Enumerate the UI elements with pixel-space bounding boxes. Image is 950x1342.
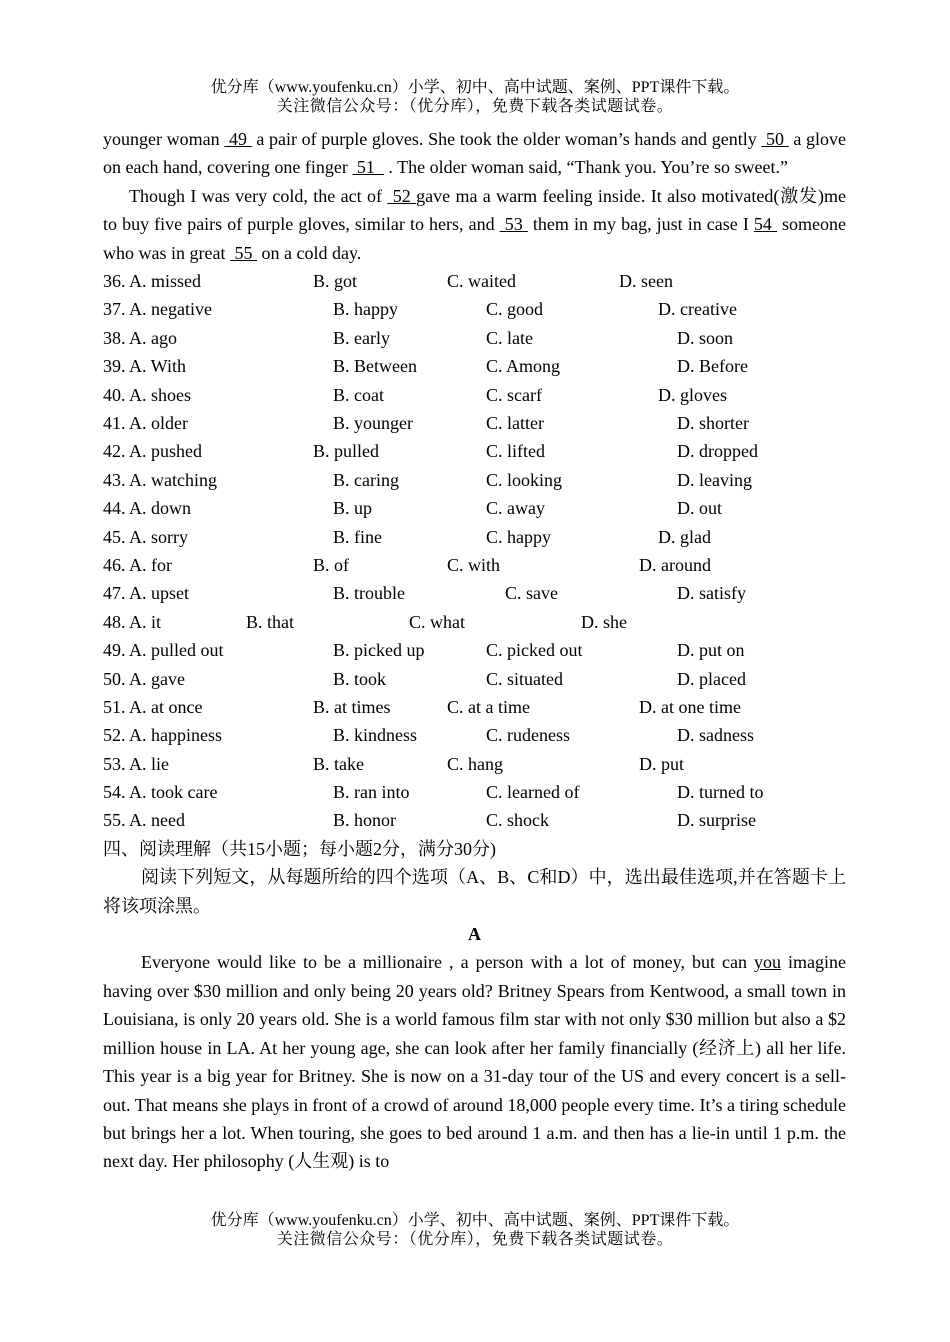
question-row bbox=[103, 494, 846, 522]
option-a: 51. A. at once bbox=[103, 696, 203, 717]
option-d: D. she bbox=[581, 611, 627, 632]
option-b: B. got bbox=[313, 271, 358, 292]
option-c: C. looking bbox=[486, 469, 563, 490]
option-b: B. at times bbox=[313, 696, 391, 717]
option-d: D. soon bbox=[677, 327, 734, 348]
question-row bbox=[103, 608, 846, 636]
option-c: C. hang bbox=[447, 753, 503, 774]
header-line-1: 优分库（www.youfenku.cn）小学、初中、高中试题、案例、PPT课件下载。 bbox=[210, 79, 740, 96]
cloze-text: Though I was very cold, the act of bbox=[129, 185, 388, 206]
question-row bbox=[103, 551, 846, 579]
option-d: D. put bbox=[639, 753, 684, 774]
question-row bbox=[103, 409, 846, 437]
option-c: C. learned of bbox=[486, 782, 580, 803]
option-b: B. pulled bbox=[313, 441, 379, 462]
option-d: D. glad bbox=[658, 526, 711, 547]
option-b: B. early bbox=[333, 327, 390, 348]
option-a: 41. A. older bbox=[103, 412, 188, 433]
option-d: D. leaving bbox=[677, 469, 752, 490]
cloze-text: . The older woman said, “Thank you. You’re so sweet.” bbox=[383, 157, 788, 178]
passage-text: imagine having over $30 million and only being 20 years old? Britney Spears from Kentwood, a small town in Louisiana, is only 20 years old. She is a world famous film star with not only $30 million but also a $2 million house in LA. At her young age, she can look after her family financially (经济上) all her life. This year is a big year for Britney. She is now on a 31-day tour of the US and every concert is a sell-out. That means she plays in front of a crowd of around 18,000 people every time. It’s a tiring schedule but brings her a lot. When touring, she goes to bed around 1 a.m. and then has a lie-in until 1 p.m. the next day. Her philosophy (人生观) is to bbox=[103, 952, 846, 1172]
option-d: D. dropped bbox=[677, 441, 758, 462]
option-a: 46. A. for bbox=[103, 554, 172, 575]
blank-53: 53 bbox=[499, 214, 528, 235]
option-b: B. picked up bbox=[333, 640, 425, 661]
option-c: C. with bbox=[447, 554, 501, 575]
option-d: D. gloves bbox=[658, 384, 727, 405]
option-d: D. around bbox=[639, 554, 711, 575]
blank-54: 54 bbox=[753, 214, 777, 235]
question-row bbox=[103, 295, 846, 323]
passage-title: A bbox=[468, 924, 481, 945]
question-row bbox=[103, 466, 846, 494]
cloze-text: gave ma a warm feeling inside. It also motivated(激发)me to buy five pairs of purple gloves, similar to hers, and bbox=[103, 185, 846, 235]
option-b: B. fine bbox=[333, 526, 382, 547]
option-c: C. shock bbox=[486, 810, 549, 831]
question-row bbox=[103, 665, 846, 693]
option-d: D. creative bbox=[658, 299, 737, 320]
option-c: C. Among bbox=[486, 356, 561, 377]
option-d: D. at one time bbox=[639, 696, 741, 717]
option-c: C. save bbox=[505, 583, 558, 604]
blank-49: 49 bbox=[224, 129, 252, 149]
option-d: D. sadness bbox=[677, 725, 754, 746]
option-d: D. turned to bbox=[677, 782, 764, 803]
passage-a-text bbox=[103, 948, 846, 1175]
blank-52: 52 bbox=[387, 185, 417, 206]
option-a: 44. A. down bbox=[103, 498, 192, 519]
underlined-word: you bbox=[754, 952, 781, 973]
question-row bbox=[103, 636, 846, 664]
blank-51: 51 bbox=[352, 157, 384, 178]
question-row bbox=[103, 579, 846, 607]
cloze-text: younger woman bbox=[103, 129, 225, 149]
option-c: C. picked out bbox=[486, 640, 583, 661]
option-b: B. take bbox=[313, 753, 364, 774]
cloze-paragraph-2 bbox=[103, 182, 846, 267]
option-d: D. shorter bbox=[677, 412, 749, 433]
option-d: D. placed bbox=[677, 668, 746, 689]
option-b: B. happy bbox=[333, 299, 398, 320]
question-row bbox=[103, 352, 846, 380]
question-row bbox=[103, 324, 846, 352]
section-4-instruction: 阅读下列短文，从每题所给的四个选项（A、B、C和D）中，选出最佳选项,并在答题卡上将该项涂黑。 bbox=[103, 867, 846, 916]
option-a: 47. A. upset bbox=[103, 583, 190, 604]
option-d: D. out bbox=[677, 498, 722, 519]
option-d: D. surprise bbox=[677, 810, 756, 831]
question-row bbox=[103, 437, 846, 465]
question-row bbox=[103, 721, 846, 749]
blank-55: 55 bbox=[229, 242, 257, 263]
question-row bbox=[103, 523, 846, 551]
option-b: B. that bbox=[246, 611, 294, 632]
option-b: B. of bbox=[313, 554, 349, 575]
option-c: C. what bbox=[409, 611, 465, 632]
option-b: B. coat bbox=[333, 384, 384, 405]
section-4-heading: 四、阅读理解（共15小题；每小题2分，满分30分) bbox=[103, 838, 496, 859]
option-b: B. trouble bbox=[333, 583, 405, 604]
cloze-text: them in my bag, just in case I bbox=[527, 214, 754, 235]
question-row bbox=[103, 778, 846, 806]
option-c: C. waited bbox=[447, 271, 516, 292]
option-a: 36. A. missed bbox=[103, 271, 202, 292]
option-a: 54. A. took care bbox=[103, 782, 218, 803]
option-a: 52. A. happiness bbox=[103, 725, 222, 746]
header-line-2: 关注微信公众号：（优分库），免费下载各类试题试卷。 bbox=[276, 98, 674, 115]
option-a: 37. A. negative bbox=[103, 299, 212, 320]
blank-50: 50 bbox=[761, 129, 789, 149]
option-d: D. satisfy bbox=[677, 583, 746, 604]
option-b: B. caring bbox=[333, 469, 399, 490]
option-a: 49. A. pulled out bbox=[103, 640, 224, 661]
option-a: 39. A. With bbox=[103, 356, 186, 377]
footer-line-2: 关注微信公众号：（优分库），免费下载各类试题试卷。 bbox=[276, 1231, 674, 1248]
question-row bbox=[103, 750, 846, 778]
option-a: 38. A. ago bbox=[103, 327, 177, 348]
option-b: B. up bbox=[333, 498, 373, 519]
option-d: D. seen bbox=[619, 271, 673, 292]
cloze-text: a glove on each hand, covering one finger bbox=[103, 129, 847, 178]
option-b: B. kindness bbox=[333, 725, 418, 746]
option-a: 48. A. it bbox=[103, 611, 162, 632]
option-c: C. latter bbox=[486, 412, 544, 433]
question-row bbox=[103, 381, 846, 409]
option-a: 42. A. pushed bbox=[103, 441, 202, 462]
option-a: 40. A. shoes bbox=[103, 384, 192, 405]
question-row bbox=[103, 806, 846, 834]
option-c: C. lifted bbox=[486, 441, 545, 462]
passage-text: Everyone would like to be a millionaire , a person with a lot of money, but can bbox=[141, 952, 754, 973]
cloze-text: someone who was in great bbox=[103, 214, 847, 263]
option-b: B. Between bbox=[333, 356, 417, 377]
option-c: C. late bbox=[486, 327, 533, 348]
option-a: 53. A. lie bbox=[103, 753, 169, 774]
cloze-text: on a cold day. bbox=[256, 242, 362, 263]
option-c: C. scarf bbox=[486, 384, 542, 405]
question-row bbox=[103, 267, 846, 295]
option-c: C. at a time bbox=[447, 696, 530, 717]
option-c: C. away bbox=[486, 498, 545, 519]
option-d: D. Before bbox=[677, 356, 748, 377]
option-b: B. younger bbox=[333, 412, 413, 433]
option-c: C. situated bbox=[486, 668, 563, 689]
option-b: B. ran into bbox=[333, 782, 410, 803]
option-b: B. took bbox=[333, 668, 387, 689]
option-a: 50. A. gave bbox=[103, 668, 185, 689]
cloze-text: a pair of purple gloves. She took the older woman’s hands and gently bbox=[251, 129, 762, 149]
question-list bbox=[103, 267, 846, 835]
option-c: C. good bbox=[486, 299, 544, 320]
option-a: 45. A. sorry bbox=[103, 526, 188, 547]
page-body bbox=[103, 125, 846, 1176]
page-header bbox=[0, 78, 950, 116]
option-b: B. honor bbox=[333, 810, 396, 831]
option-d: D. put on bbox=[677, 640, 745, 661]
option-c: C. rudeness bbox=[486, 725, 570, 746]
footer-line-1: 优分库（www.youfenku.cn）小学、初中、高中试题、案例、PPT课件下载。 bbox=[210, 1212, 740, 1229]
page-footer bbox=[0, 1211, 950, 1249]
question-row bbox=[103, 693, 846, 721]
option-c: C. happy bbox=[486, 526, 551, 547]
option-a: 55. A. need bbox=[103, 810, 185, 831]
option-a: 43. A. watching bbox=[103, 469, 217, 490]
cloze-paragraph-1 bbox=[103, 125, 846, 182]
